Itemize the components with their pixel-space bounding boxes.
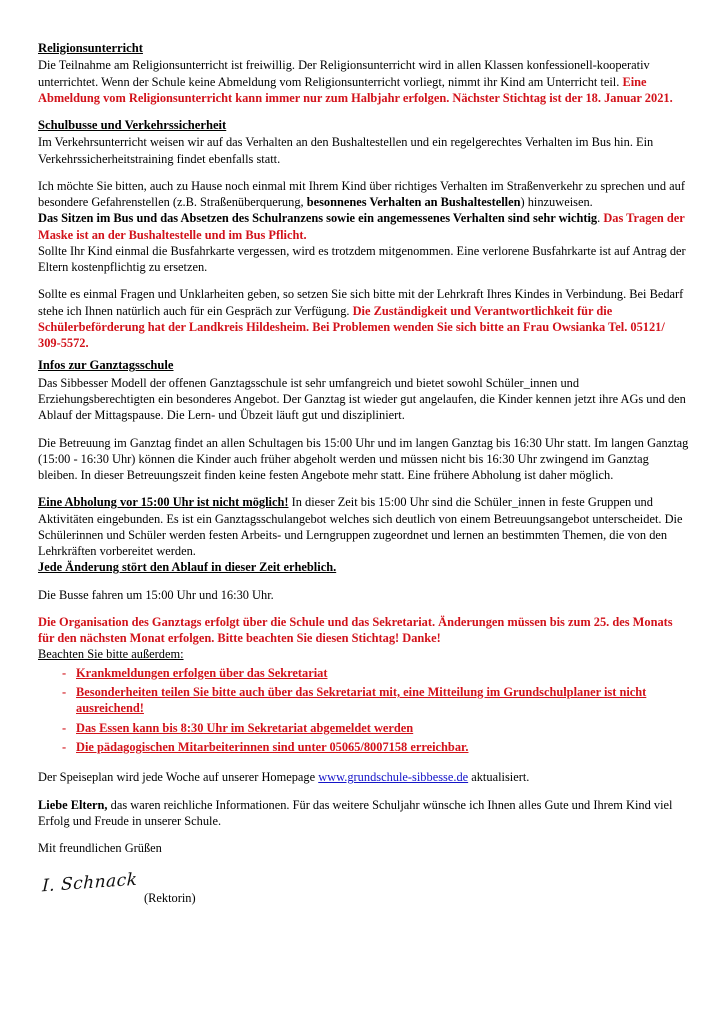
text-run: ) hinzuweisen. (520, 195, 593, 210)
bullet-list-hinweise (38, 665, 690, 756)
paragraph-ganztag-beachten (38, 646, 690, 662)
paragraph-ganztag-organisation (38, 614, 690, 647)
text-run: Das Sibbesser Modell der offenen Ganztagsschule ist sehr umfangreich und bietet sowohl Schüler_innen und Erziehungsberechtigten ein besonderes Angebot. Der Ganztag ist wieder gut angelaufen, die Kinder kennen jetzt ihre AGs und den Ablauf der Mittagspause. Die Lern- und Übzeit läuft gut und diszipliniert. (38, 375, 686, 423)
text-run-underline-bold: Jede Änderung stört den Ablauf in dieser Zeit erheblich. (38, 560, 337, 575)
text-run-underline-bold: Eine Abholung vor 15:00 Uhr ist nicht möglich! (38, 495, 289, 510)
homepage-link[interactable]: www.grundschule-sibbesse.de (318, 770, 469, 785)
section-heading-ganztagsschule: Infos zur Ganztagsschule (38, 358, 174, 373)
text-run: Die Teilnahme am Religionsunterricht ist freiwillig. Der Religionsunterricht wird in allen Klassen konfessionell-kooperativ unterrichtet. Wenn der Schule keine Abmeldung vom Religionsunterricht vorliegt, nimmt ihr Kind am Unterricht teil. (38, 58, 650, 89)
text-run-bold: Das Sitzen im Bus und das Absetzen des Schulranzens sowie ein angemessenes Verhalten sind sehr wichtig (38, 211, 598, 226)
paragraph-ganztag-5 (38, 587, 690, 603)
text-run: . (597, 211, 604, 226)
list-item: - Besonderheiten teilen Sie bitte auch über das Sekretariat mit, eine Mitteilung im Grundschulplaner ist nicht ausreichend! (62, 684, 690, 717)
paragraph-regards (38, 840, 690, 856)
paragraph-busse-5 (38, 286, 690, 351)
text-run-highlight: Das Tragen der Maske ist an der Bushaltestelle und im Bus Pflicht. (38, 211, 685, 242)
signature-image: I. Schnack (41, 870, 138, 897)
text-run-bold: Liebe Eltern, (38, 797, 108, 812)
text-run-bold: besonnenes Verhalten an Bushaltestellen (306, 195, 521, 210)
text-run: Die Betreuung im Ganztag findet an allen Schultagen bis 15:00 Uhr und im langen Ganztag bis 16:30 Uhr statt. Im langen Ganztag (15:00 - 16:30 Uhr) können die Kinder auch früher abgeholt werden und müssen nicht bis 16:30 Uhr zwingend im Ganztag bleiben. In dieser Betreuungszeit finden keine festen Angebote mehr statt. Eine frühere Abholung ist daher möglich. (38, 435, 689, 483)
list-item: - Die pädagogischen Mitarbeiterinnen sind unter 05065/8007158 erreichbar. (62, 739, 690, 755)
paragraph-busse-1 (38, 134, 690, 167)
paragraph-ganztag-2 (38, 435, 690, 484)
text-run-highlight: Eine Abmeldung vom Religionsunterricht kann immer nur zum Halbjahr erfolgen. Nächster Stichtag ist der 18. Januar 2021. (38, 74, 673, 105)
paragraph-busse-2 (38, 178, 690, 211)
text-run: Sollte Ihr Kind einmal die Busfahrkarte vergessen, wird es trotzdem mitgenommen. Eine verlorene Busfahrkarte ist auf Antrag der Eltern kostenpflichtig zu ersetzen. (38, 243, 686, 275)
text-run-highlight: Die Zuständigkeit und Verantwortlichkeit für die Schülerbeförderung hat der Landkreis Hildesheim. Bei Problemen wenden Sie sich bitte an Frau Owsianka Tel. 05121/ 309-5572. (38, 303, 665, 351)
section-heading-religionsunterricht: Religionsunterricht (38, 41, 143, 55)
text-run-underline: Beachten Sie bitte außerdem: (38, 647, 184, 662)
paragraph-busse-4 (38, 243, 690, 276)
list-item: - Krankmeldungen erfolgen über das Sekretariat (62, 665, 690, 681)
text-run: Mit freundlichen Grüßen (38, 841, 162, 856)
text-run: Der Speiseplan wird jede Woche auf unserer Homepage (38, 770, 319, 785)
paragraph-salutation (38, 797, 690, 830)
signature-role: (Rektorin) (144, 891, 196, 906)
list-item: - Das Essen kann bis 8:30 Uhr im Sekretariat abgemeldet werden (62, 720, 690, 736)
text-run: das waren reichliche Informationen. Für das weitere Schuljahr wünsche ich Ihnen alles Gute und Ihrem Kind viel Erfolg und Freude in unserer Schule. (38, 797, 673, 828)
text-run: Die Busse fahren um 15:00 Uhr und 16:30 Uhr. (38, 587, 274, 602)
text-run: aktualisiert. (468, 770, 530, 785)
paragraph-speiseplan (38, 769, 690, 785)
text-run-highlight: Die Organisation des Ganztags erfolgt über die Schule und das Sekretariat. Änderungen müssen bis zum 25. des Monats für den nächsten Monat erfolgen. Bitte beachten Sie diesen Stichtag! Danke! (38, 614, 673, 646)
text-run: Sollte es einmal Fragen und Unklarheiten geben, so setzen Sie sich bitte mit der Lehrkraft Ihres Kindes in Verbindung. Bei Bedarf stehe ich Ihnen natürlich auch für ein Gespräch zur Verfügung. (38, 287, 684, 318)
paragraph-busse-3 (38, 210, 690, 243)
text-run: Ich möchte Sie bitten, auch zu Hause noch einmal mit Ihrem Kind über richtiges Verhalten im Straßenverkehr zu sprechen und auf besondere Gefahrenstellen (z.B. Straßenüberquerung, (38, 178, 685, 210)
document-body (38, 40, 690, 916)
paragraph-religion-1 (38, 57, 690, 106)
paragraph-ganztag-4 (38, 559, 690, 575)
paragraph-ganztag-3 (38, 494, 690, 559)
section-heading-schulbusse: Schulbusse und Verkehrssicherheit (38, 118, 227, 133)
text-run: In dieser Zeit bis 15:00 Uhr sind die Schüler_innen in feste Gruppen und Aktivitäten eingebunden. Es ist ein Ganztagsschulangebot welches sich deutlich von einem Betreuungsangebot unterscheidet. Die Schülerinnen und Schüler werden festen Arbeits- und Lerngruppen zugeordnet und lernen an bestimmten Themen, die von den Lehrkräften vorbereitet werden. (38, 495, 683, 559)
signature-block (38, 870, 690, 916)
text-run: Im Verkehrsunterricht weisen wir auf das Verhalten an den Bushaltestellen und ein regelgerechtes Verhalten im Bus hin. Ein Verkehrssicherheitstraining findet ebenfalls statt. (38, 135, 654, 166)
paragraph-ganztag-1 (38, 375, 690, 424)
